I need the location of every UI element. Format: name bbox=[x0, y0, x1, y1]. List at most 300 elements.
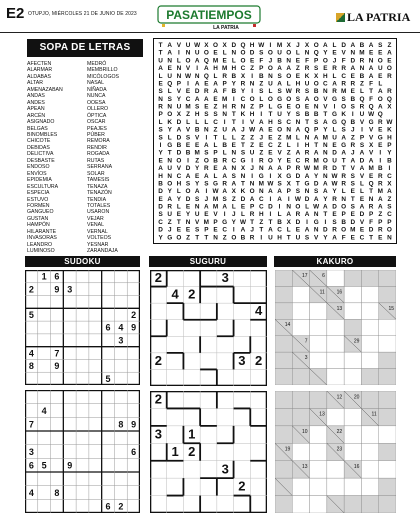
kakuro-grid-2[interactable] bbox=[275, 391, 396, 513]
soup-letter: A bbox=[323, 180, 328, 188]
soup-letter: U bbox=[277, 111, 282, 119]
kakuro-cell[interactable] bbox=[327, 336, 344, 352]
soup-letter: Q bbox=[341, 118, 347, 126]
sudoku-grid-2[interactable] bbox=[25, 390, 140, 513]
soup-letter: A bbox=[313, 149, 319, 157]
sudoku-grid-1[interactable] bbox=[25, 270, 140, 385]
soup-letter: O bbox=[386, 226, 392, 234]
soup-letter: L bbox=[158, 72, 163, 80]
soup-letter: Z bbox=[250, 134, 255, 142]
soup-letter: M bbox=[276, 42, 283, 49]
soup-letter: I bbox=[232, 226, 235, 234]
kakuro-cell[interactable] bbox=[344, 369, 361, 385]
soup-letter: L bbox=[286, 226, 291, 234]
soup-letter: B bbox=[304, 111, 310, 119]
soup-letter: O bbox=[386, 65, 392, 73]
kakuro-block bbox=[310, 391, 327, 408]
kakuro-cell[interactable] bbox=[327, 461, 344, 478]
soup-letter: G bbox=[304, 180, 310, 188]
soup-letter: T bbox=[250, 218, 255, 226]
soup-letter: L bbox=[195, 118, 200, 126]
soup-letter: N bbox=[359, 65, 365, 73]
soup-letter: K bbox=[167, 118, 173, 126]
newspaper-brand bbox=[336, 10, 410, 25]
soup-letter: I bbox=[269, 42, 272, 49]
soup-letter: H bbox=[304, 142, 310, 149]
word-list-col1 bbox=[27, 61, 87, 255]
kakuro-cell[interactable] bbox=[361, 478, 378, 495]
kakuro-clue: 3 bbox=[304, 355, 308, 362]
soup-letter: S bbox=[213, 111, 218, 119]
word-list-item: APEAN bbox=[27, 106, 45, 113]
soup-letter: D bbox=[295, 218, 301, 226]
suguru-given: 3 bbox=[154, 426, 162, 442]
kakuro-cell[interactable] bbox=[344, 478, 361, 495]
soup-letter: V bbox=[213, 211, 218, 219]
sudoku-given: 8 bbox=[54, 487, 60, 498]
soup-letter: A bbox=[194, 188, 200, 196]
soup-letter: E bbox=[378, 126, 383, 134]
soup-letter: L bbox=[213, 142, 218, 149]
soup-letter: R bbox=[341, 80, 346, 88]
soup-letter: E bbox=[378, 49, 383, 57]
soup-letter: G bbox=[377, 134, 383, 142]
soup-letter: E bbox=[213, 226, 218, 234]
kakuro-block bbox=[361, 270, 378, 286]
soup-letter: W bbox=[386, 118, 393, 126]
soup-letter: L bbox=[332, 42, 337, 49]
soup-letter: K bbox=[341, 111, 346, 119]
kakuro-cell[interactable] bbox=[327, 478, 344, 495]
soup-letter: N bbox=[323, 88, 328, 96]
kakuro-clue: 20 bbox=[353, 394, 360, 401]
kakuro-cell[interactable] bbox=[310, 461, 327, 478]
kakuro-cell[interactable] bbox=[310, 478, 327, 495]
word-list-item: USARON bbox=[87, 209, 110, 216]
kakuro-cell[interactable] bbox=[292, 443, 309, 460]
word-list-item: GANGUEO bbox=[27, 209, 54, 216]
soup-letter: S bbox=[359, 142, 365, 149]
word-list-item: BINOMBLES bbox=[27, 131, 58, 138]
soup-letter: N bbox=[286, 57, 292, 65]
kakuro-cell[interactable] bbox=[310, 336, 327, 352]
soup-letter: A bbox=[277, 80, 282, 88]
soup-letter: N bbox=[185, 218, 191, 226]
soup-letter: V bbox=[359, 218, 365, 226]
soup-letter: E bbox=[231, 142, 236, 149]
soup-letter: E bbox=[213, 95, 218, 103]
kakuro-cell[interactable] bbox=[327, 352, 344, 368]
soup-letter: P bbox=[259, 65, 264, 73]
soup-letter: V bbox=[185, 65, 191, 73]
soup-letter: A bbox=[304, 172, 310, 180]
soup-letter: E bbox=[350, 234, 355, 242]
soup-letter: R bbox=[258, 157, 264, 165]
soup-letter: R bbox=[295, 165, 301, 173]
kakuro-cell[interactable] bbox=[292, 303, 309, 319]
kakuro-clue: 14 bbox=[284, 322, 291, 329]
soup-letter: R bbox=[332, 195, 337, 203]
soup-letter: L bbox=[231, 57, 236, 65]
kakuro-cell[interactable] bbox=[292, 319, 309, 335]
soup-letter: C bbox=[222, 226, 227, 234]
soup-letter: O bbox=[313, 80, 319, 88]
kakuro-cell[interactable] bbox=[292, 496, 309, 513]
sudoku-given: 4 bbox=[28, 348, 34, 359]
soup-letter: X bbox=[277, 172, 282, 180]
soup-letter: N bbox=[304, 134, 310, 142]
soup-letter: C bbox=[240, 95, 246, 103]
soup-letter: W bbox=[267, 180, 274, 188]
brand-name: LA PATRIA bbox=[347, 10, 411, 24]
soup-letter: P bbox=[213, 218, 218, 226]
soup-letter: P bbox=[249, 203, 255, 211]
kakuro-cell[interactable] bbox=[361, 443, 378, 460]
soup-letter: E bbox=[286, 103, 291, 111]
word-list-item: BELGAS bbox=[27, 125, 48, 132]
kakuro-clue: 13 bbox=[302, 464, 308, 471]
soup-letter: L bbox=[360, 188, 364, 196]
soup-letter: N bbox=[176, 65, 182, 73]
word-list-item: HAMPÓN bbox=[27, 222, 50, 229]
kakuro-cell[interactable] bbox=[344, 352, 361, 368]
word-list-item: OSCAR bbox=[87, 119, 106, 126]
kakuro-cell[interactable] bbox=[379, 426, 396, 443]
kakuro-cell[interactable] bbox=[344, 426, 361, 443]
soup-letter: N bbox=[240, 172, 246, 180]
soup-letter: A bbox=[359, 203, 365, 211]
soup-letter: O bbox=[185, 188, 191, 196]
soup-letter: E bbox=[158, 195, 163, 203]
soup-letter: F bbox=[369, 218, 374, 226]
sudoku-given: 8 bbox=[118, 419, 124, 430]
soup-letter: C bbox=[258, 195, 264, 203]
soup-letter: N bbox=[231, 165, 237, 173]
soup-letter: U bbox=[194, 49, 200, 57]
soup-letter: Z bbox=[387, 195, 392, 203]
kakuro-cell[interactable] bbox=[379, 319, 396, 335]
soup-letter: B bbox=[359, 72, 365, 80]
soup-letter: N bbox=[368, 57, 374, 65]
word-list-item: AMENAZABAN bbox=[27, 86, 63, 93]
soup-letter: B bbox=[213, 157, 218, 165]
kakuro-cell[interactable] bbox=[344, 408, 361, 425]
kakuro-cell[interactable] bbox=[310, 303, 327, 319]
soup-letter: A bbox=[313, 134, 319, 142]
soup-letter: A bbox=[277, 195, 282, 203]
word-search-grid[interactable] bbox=[153, 38, 397, 244]
soup-letter: N bbox=[231, 149, 237, 157]
soup-letter: W bbox=[368, 111, 375, 119]
kakuro-grid-1[interactable] bbox=[275, 270, 396, 385]
soup-letter: L bbox=[213, 72, 218, 80]
soup-letter: I bbox=[379, 149, 382, 157]
soup-letter: U bbox=[167, 72, 173, 80]
soup-letter: B bbox=[341, 218, 346, 226]
soup-letter: O bbox=[267, 157, 273, 165]
soup-letter: S bbox=[185, 180, 191, 188]
soup-letter: G bbox=[258, 172, 264, 180]
soup-letter: F bbox=[341, 57, 346, 65]
soup-letter: I bbox=[306, 218, 308, 226]
soup-letter: Y bbox=[167, 126, 172, 134]
kakuro-cell[interactable] bbox=[361, 426, 378, 443]
kakuro-block bbox=[275, 270, 292, 286]
word-list-item: INVASORAS bbox=[27, 235, 57, 242]
soup-letter: A bbox=[304, 226, 310, 234]
soup-letter: E bbox=[195, 142, 200, 149]
soup-letter: I bbox=[333, 103, 336, 111]
soup-letter: E bbox=[240, 203, 246, 211]
suguru-grid-2[interactable] bbox=[150, 391, 267, 513]
sudoku-given: 7 bbox=[54, 348, 60, 359]
soup-letter: I bbox=[260, 111, 263, 119]
soup-letter: Z bbox=[277, 142, 282, 149]
soup-letter: L bbox=[360, 88, 364, 96]
soup-letter: N bbox=[222, 111, 227, 119]
word-list-item: ESPECIA bbox=[27, 190, 50, 197]
soup-letter: S bbox=[222, 195, 227, 203]
soup-letter: W bbox=[304, 165, 311, 173]
kakuro-cell[interactable] bbox=[327, 369, 344, 385]
soup-letter: U bbox=[377, 65, 383, 73]
soup-letter: F bbox=[369, 80, 374, 88]
soup-letter: M bbox=[377, 188, 383, 196]
kakuro-cell[interactable] bbox=[310, 443, 327, 460]
kakuro-cell[interactable] bbox=[379, 461, 396, 478]
soup-letter: E bbox=[259, 142, 264, 149]
sudoku-given: 6 bbox=[105, 322, 111, 333]
page-number: E2 bbox=[6, 5, 25, 22]
soup-letter: P bbox=[204, 226, 209, 234]
kakuro-cell[interactable] bbox=[310, 319, 327, 335]
sudoku-given: 6 bbox=[28, 460, 34, 471]
soup-letter: E bbox=[158, 80, 163, 88]
soup-letter: I bbox=[242, 118, 244, 126]
soup-letter: E bbox=[332, 142, 337, 149]
soup-letter: I bbox=[196, 65, 199, 73]
soup-letter: N bbox=[368, 195, 374, 203]
kakuro-cell[interactable] bbox=[361, 352, 378, 368]
soup-letter: P bbox=[378, 218, 383, 226]
soup-letter: N bbox=[167, 172, 173, 180]
suguru-given: 2 bbox=[154, 352, 162, 368]
kakuro-cell[interactable] bbox=[292, 286, 309, 302]
kakuro-cell[interactable] bbox=[310, 352, 327, 368]
soup-letter: I bbox=[269, 195, 272, 203]
soup-letter: P bbox=[359, 134, 365, 142]
kakuro-cell[interactable] bbox=[292, 478, 309, 495]
soup-letter: G bbox=[313, 218, 319, 226]
soup-letter: U bbox=[194, 211, 200, 219]
kakuro-cell[interactable] bbox=[361, 286, 378, 302]
kakuro-block bbox=[275, 408, 292, 425]
soup-letter: N bbox=[249, 180, 255, 188]
suguru-border bbox=[151, 271, 267, 386]
soup-letter: P bbox=[368, 211, 374, 219]
word-list-item: MICÓLOGOS bbox=[87, 73, 119, 80]
soup-letter: D bbox=[359, 157, 365, 165]
kakuro-block bbox=[379, 496, 396, 513]
soup-letter: I bbox=[269, 211, 272, 219]
soup-letter: V bbox=[341, 49, 346, 57]
soup-letter: R bbox=[332, 226, 337, 234]
word-list-item: NASAL bbox=[87, 80, 105, 87]
soup-letter: X bbox=[204, 42, 209, 49]
soup-letter: M bbox=[203, 218, 210, 226]
soup-letter: T bbox=[158, 49, 163, 57]
kakuro-title: KAKURO bbox=[274, 256, 396, 267]
word-list-item: ASIGNADO bbox=[27, 119, 55, 126]
soup-letter: E bbox=[213, 165, 218, 173]
soup-letter: F bbox=[369, 95, 374, 103]
soup-letter: T bbox=[241, 142, 245, 149]
soup-letter: D bbox=[295, 172, 301, 180]
kakuro-cell[interactable] bbox=[344, 303, 361, 319]
sudoku-given: 5 bbox=[28, 309, 34, 320]
kakuro-cell[interactable] bbox=[327, 408, 344, 425]
soup-letter: A bbox=[204, 142, 209, 149]
soup-letter: A bbox=[167, 195, 173, 203]
soup-letter: D bbox=[304, 195, 310, 203]
soup-letter: S bbox=[378, 42, 383, 49]
soup-letter: J bbox=[250, 226, 254, 234]
soup-letter: L bbox=[241, 211, 245, 219]
soup-letter: U bbox=[158, 57, 163, 65]
suguru-given: 2 bbox=[238, 478, 246, 494]
soup-letter: D bbox=[185, 195, 191, 203]
soup-letter: N bbox=[341, 195, 346, 203]
soup-letter: H bbox=[231, 65, 237, 73]
soup-letter: R bbox=[158, 103, 163, 111]
word-list-item: NUNCA bbox=[87, 93, 106, 100]
word-list-item: VEJAR bbox=[87, 215, 104, 222]
soup-letter: W bbox=[249, 126, 256, 134]
soup-letter: S bbox=[259, 88, 264, 96]
soup-letter: Y bbox=[231, 218, 236, 226]
kakuro-cell[interactable] bbox=[361, 336, 378, 352]
soup-letter: S bbox=[158, 211, 163, 219]
soup-letter: A bbox=[368, 157, 374, 165]
kakuro-block bbox=[275, 496, 292, 513]
soup-letter: N bbox=[387, 234, 392, 242]
soup-letter: I bbox=[223, 118, 226, 126]
soup-letter: O bbox=[277, 126, 283, 134]
suguru-given: 3 bbox=[238, 352, 246, 368]
soup-letter: L bbox=[378, 80, 383, 88]
word-list-item: ZARANDAJA bbox=[87, 248, 118, 255]
soup-letter: H bbox=[387, 134, 392, 142]
soup-letter: E bbox=[378, 234, 383, 242]
kakuro-block bbox=[292, 369, 309, 385]
soup-letter: D bbox=[249, 49, 255, 57]
soup-letter: A bbox=[158, 165, 163, 173]
kakuro-cell[interactable] bbox=[310, 426, 327, 443]
soup-letter: B bbox=[194, 126, 200, 134]
soup-letter: Z bbox=[387, 42, 392, 49]
sudoku-given: 9 bbox=[131, 322, 137, 333]
soup-letter: D bbox=[158, 188, 163, 196]
soup-letter: A bbox=[277, 65, 282, 73]
soup-letter: A bbox=[268, 188, 273, 196]
soup-letter: E bbox=[213, 49, 218, 57]
soup-letter: L bbox=[268, 88, 273, 96]
kakuro-cell[interactable] bbox=[361, 319, 378, 335]
soup-letter: M bbox=[194, 149, 200, 157]
soup-letter: E bbox=[323, 65, 328, 73]
soup-letter: R bbox=[377, 180, 383, 188]
soup-letter: T bbox=[369, 234, 374, 242]
soup-letter: A bbox=[167, 49, 173, 57]
kakuro-cell[interactable] bbox=[327, 270, 344, 286]
suguru-given: 2 bbox=[154, 270, 162, 285]
sudoku-given: 3 bbox=[118, 335, 124, 346]
soup-letter: R bbox=[249, 234, 255, 242]
soup-letter: N bbox=[323, 142, 328, 149]
soup-letter: H bbox=[213, 65, 218, 73]
soup-letter: X bbox=[222, 42, 227, 49]
kakuro-block bbox=[379, 352, 396, 368]
sudoku-given: 6 bbox=[105, 501, 111, 512]
soup-letter: L bbox=[332, 72, 337, 80]
kakuro-clue: 16 bbox=[336, 289, 343, 296]
soup-letter: Z bbox=[250, 142, 255, 149]
soup-letter: I bbox=[388, 165, 391, 173]
word-list-item: ALTAR bbox=[27, 80, 43, 87]
soup-letter: Q bbox=[386, 95, 392, 103]
kakuro-cell[interactable] bbox=[327, 319, 344, 335]
word-list-item: ANDAS bbox=[27, 93, 45, 100]
kakuro-block bbox=[379, 369, 396, 385]
kakuro-clue: 19 bbox=[284, 446, 291, 453]
soup-letter: A bbox=[268, 165, 273, 173]
soup-letter: H bbox=[295, 80, 301, 88]
kakuro-cell[interactable] bbox=[344, 443, 361, 460]
soup-letter: S bbox=[158, 126, 163, 134]
kakuro-cell[interactable] bbox=[361, 461, 378, 478]
kakuro-clue: 29 bbox=[353, 338, 360, 345]
kakuro-cell[interactable] bbox=[344, 286, 361, 302]
soup-letter: Y bbox=[158, 234, 163, 242]
soup-letter: Z bbox=[259, 218, 264, 226]
soup-letter: A bbox=[222, 165, 227, 173]
soup-letter: R bbox=[295, 88, 301, 96]
kakuro-block bbox=[379, 391, 396, 408]
soup-letter: O bbox=[249, 188, 255, 196]
kakuro-cell[interactable] bbox=[361, 303, 378, 319]
kakuro-cell[interactable] bbox=[379, 336, 396, 352]
soup-letter: I bbox=[251, 157, 254, 165]
soup-letter: I bbox=[177, 49, 180, 57]
soup-letter: J bbox=[167, 226, 172, 234]
soup-letter: E bbox=[185, 88, 191, 96]
kakuro-clue: 11 bbox=[319, 289, 325, 296]
word-list-item: MEDRÓ bbox=[87, 61, 107, 67]
kakuro-cell[interactable] bbox=[310, 496, 327, 513]
suguru-grid-1[interactable] bbox=[150, 270, 267, 386]
soup-letter: G bbox=[332, 95, 337, 103]
soup-letter: S bbox=[350, 180, 355, 188]
soup-letter: R bbox=[350, 142, 356, 149]
soup-letter: T bbox=[241, 180, 245, 188]
soup-letter: I bbox=[296, 142, 299, 149]
soup-letter: E bbox=[204, 211, 209, 219]
soup-letter: M bbox=[368, 165, 374, 173]
soup-letter: B bbox=[222, 142, 227, 149]
header-rule bbox=[0, 32, 420, 33]
soup-letter: E bbox=[359, 226, 365, 234]
soup-letter: R bbox=[341, 180, 346, 188]
